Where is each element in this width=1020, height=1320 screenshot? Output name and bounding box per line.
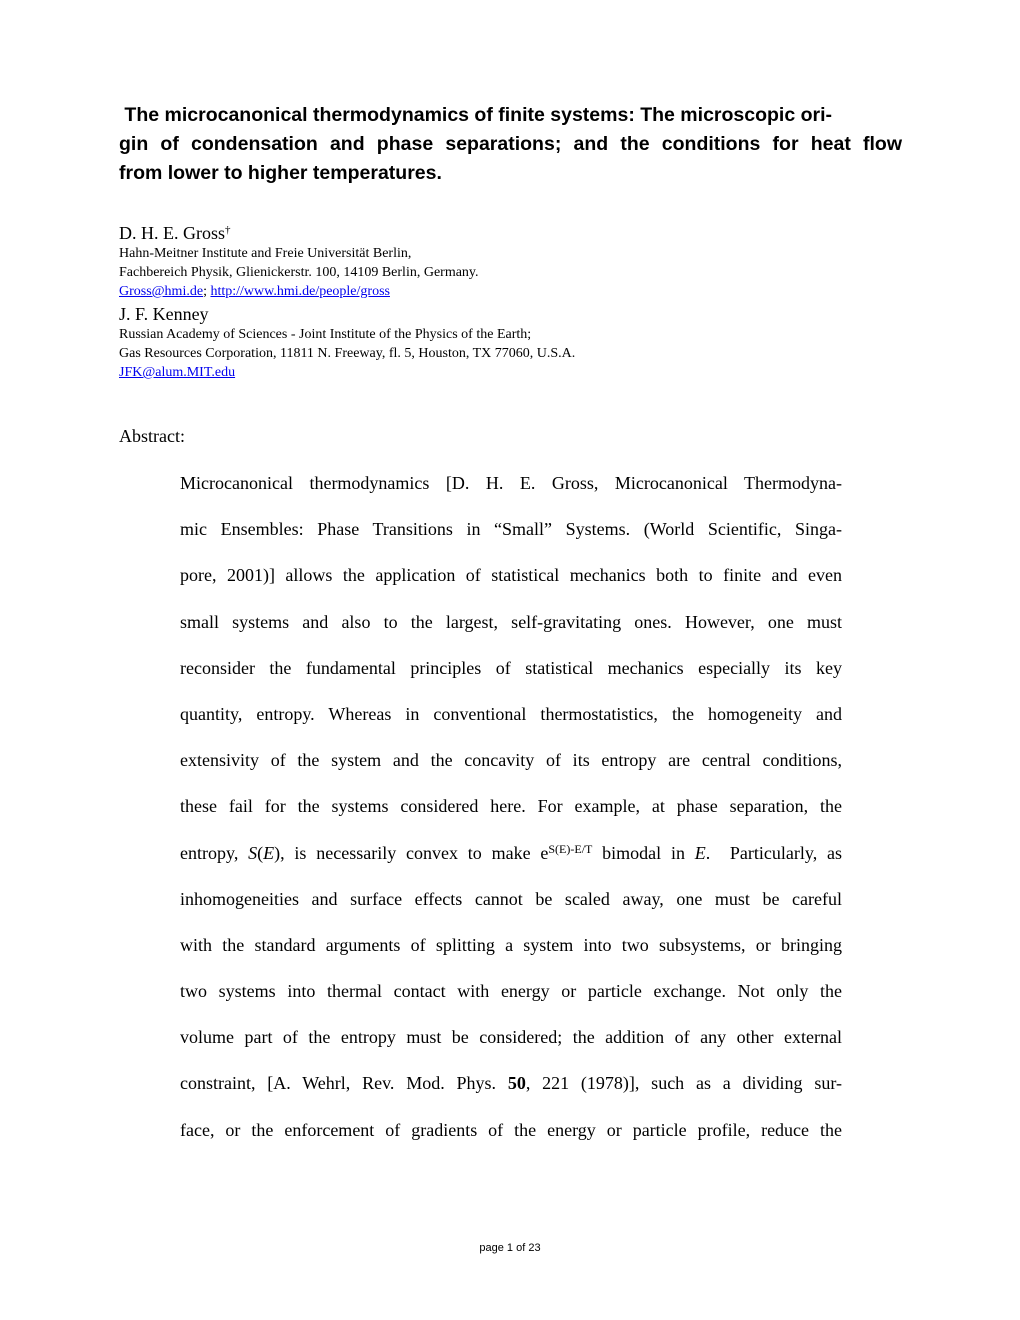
- symbol-E: E: [694, 842, 706, 863]
- author-2-affiliation-2: Gas Resources Corporation, 11811 N. Freeway, fl. 5, Houston, TX 77060, U.S.A.: [119, 346, 576, 361]
- volume-number: 50: [507, 1073, 526, 1094]
- author-1-name-line: [119, 223, 819, 244]
- page-number: page 1 of 23: [479, 1242, 541, 1254]
- author-1-block: [119, 223, 819, 301]
- abstract-text: two systems into thermal contact with energy or particle exchange. Not only the: [180, 981, 842, 1002]
- abstract-line: [180, 783, 842, 829]
- abstract-text: pore, 2001)] allows the application of statistical mechanics both to finite and even: [180, 565, 842, 586]
- abstract-line: [180, 1060, 842, 1106]
- text-run: . Particularly, as: [705, 842, 842, 863]
- abstract-text: extensivity of the system and the concavity of its entropy are central conditions,: [180, 750, 842, 771]
- abstract-text: quantity, entropy. Whereas in conventional thermostatistics, the homogeneity and: [180, 703, 842, 724]
- title-line-3: from lower to higher temperatures.: [119, 162, 442, 184]
- author-2-contact: [119, 363, 819, 382]
- abstract-text: mic Ensembles: Phase Transitions in “Small” Systems. (World Scientific, Singa-: [180, 519, 842, 540]
- abstract-line: [180, 460, 842, 506]
- abstract-line: [180, 552, 842, 598]
- abstract-body: [180, 460, 842, 1153]
- abstract-text: [180, 830, 842, 876]
- author-1-email-link[interactable]: Gross@hmi.de: [119, 284, 204, 299]
- abstract-line: [180, 1107, 842, 1153]
- abstract-label: Abstract:: [119, 426, 185, 446]
- author-2-affiliation-1: Russian Academy of Sciences - Joint Institute of the Physics of the Earth;: [119, 327, 532, 342]
- author-1-url-link[interactable]: http://www.hmi.de/people/gross: [210, 284, 390, 299]
- abstract-line: [180, 922, 842, 968]
- contact-separator: ;: [203, 284, 211, 299]
- paper-title: [119, 101, 902, 188]
- author-1-contact: [119, 282, 819, 301]
- abstract-line: [180, 599, 842, 645]
- abstract-line: [180, 506, 842, 552]
- text-run: ), is necessarily convex to make e: [274, 842, 549, 863]
- text-run: bimodal in: [592, 842, 695, 863]
- abstract-text: inhomogeneities and surface effects cannot be scaled away, one must be careful: [180, 888, 842, 909]
- abstract-line: [180, 691, 842, 737]
- abstract-text: small systems and also to the largest, self-gravitating ones. However, one must: [180, 611, 842, 632]
- abstract-text: reconsider the fundamental principles of statistical mechanics especially its key: [180, 657, 842, 678]
- author-2-email-link[interactable]: JFK@alum.MIT.edu: [119, 365, 236, 380]
- author-1-name: D. H. E. Gross: [119, 223, 225, 243]
- author-2-name: J. F. Kenney: [119, 304, 209, 324]
- abstract-text: Microcanonical thermodynamics [D. H. E. Gross, Microcanonical Thermodyna-: [180, 473, 842, 493]
- abstract-line: [180, 876, 842, 922]
- author-1-footnote-mark: †: [225, 224, 231, 236]
- author-2-block: [119, 304, 819, 382]
- title-line-1: The microcanonical thermodynamics of finite systems: The microscopic ori-: [119, 104, 833, 126]
- abstract-text: volume part of the entropy must be considered; the addition of any other external: [180, 1027, 842, 1048]
- abstract-line: [180, 830, 842, 876]
- abstract-line: [180, 1014, 842, 1060]
- author-1-affiliation-1: Hahn-Meitner Institute and Freie Universität Berlin,: [119, 246, 412, 261]
- symbol-S: S: [248, 842, 258, 863]
- symbol-E: E: [263, 842, 275, 863]
- abstract-line: [180, 737, 842, 783]
- abstract-line: [180, 968, 842, 1014]
- exponent: S(E)-E/T: [548, 841, 593, 856]
- text-run: (: [257, 842, 264, 863]
- author-1-affiliation-2: Fachbereich Physik, Glienickerstr. 100, 14109 Berlin, Germany.: [119, 265, 479, 280]
- abstract-text: these fail for the systems considered here. For example, at phase separation, the: [180, 796, 842, 817]
- abstract-text: [180, 1060, 842, 1106]
- abstract-text: with the standard arguments of splitting a system into two subsystems, or bringing: [180, 934, 842, 955]
- abstract-line: [180, 645, 842, 691]
- text-run: entropy,: [180, 842, 249, 863]
- abstract-text: face, or the enforcement of gradients of the energy or particle profile, reduce the: [180, 1119, 842, 1140]
- text-run: , 221 (1978)], such as a dividing sur-: [525, 1073, 842, 1094]
- text-run: constraint, [A. Wehrl, Rev. Mod. Phys.: [180, 1073, 508, 1094]
- title-line-2: gin of condensation and phase separations; and the conditions for heat flow: [119, 133, 902, 155]
